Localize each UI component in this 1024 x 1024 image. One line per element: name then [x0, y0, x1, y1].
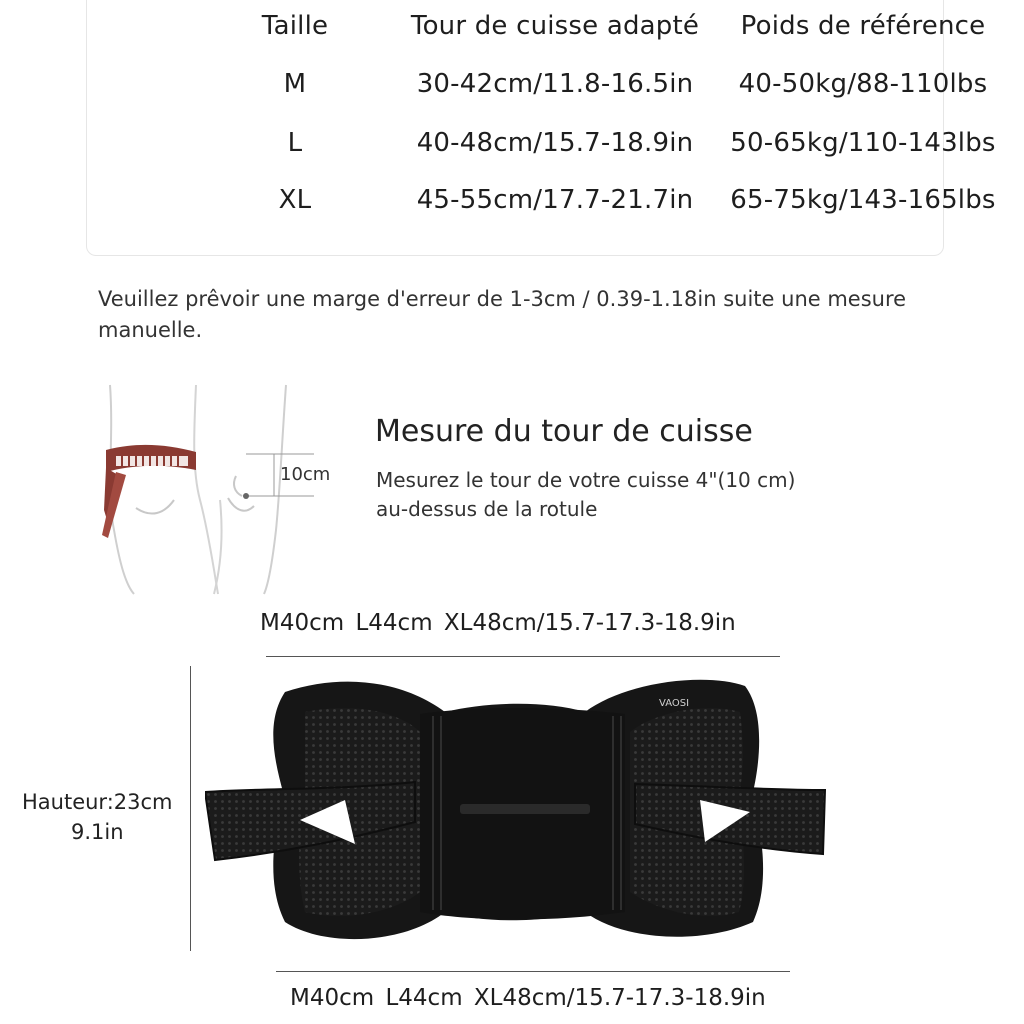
width-line-bottom: [276, 971, 790, 972]
height-label-in: 9.1in: [70, 820, 124, 844]
measure-title: Mesure du tour de cuisse: [375, 414, 753, 449]
thigh-header: Tour de cuisse adapté: [410, 11, 700, 41]
measure-description-line: au-dessus de la rotule: [376, 497, 598, 521]
table-cell-size: XL: [278, 185, 312, 215]
table-cell-thigh: 45-55cm/17.7-21.7in: [416, 185, 694, 215]
size-table: [86, 0, 996, 256]
table-cell-size: M: [283, 69, 307, 99]
size-header: Taille: [261, 11, 329, 41]
knee-brace-image: [205, 672, 830, 952]
table-cell-size: L: [287, 128, 303, 158]
thigh-measure-illustration: [96, 380, 356, 595]
table-cell-thigh: 30-42cm/11.8-16.5in: [416, 69, 694, 99]
table-cell-thigh: 40-48cm/15.7-18.9in: [416, 128, 694, 158]
height-label: [22, 787, 173, 847]
measure-description: [376, 466, 846, 524]
brand-logo: VAOSI: [659, 698, 690, 709]
width-dimension-bottom: M40cm L44cm XL48cm/15.7-17.3-18.9in: [290, 985, 766, 1011]
ten-cm-label: 10cm: [280, 464, 331, 485]
height-line: [190, 666, 191, 951]
measure-description-line: Mesurez le tour de votre cuisse 4"(10 cm): [376, 468, 796, 492]
table-cell-weight: 65-75kg/143-165lbs: [730, 185, 996, 215]
table-cell-weight: 40-50kg/88-110lbs: [738, 69, 988, 99]
width-dimension-top: M40cm L44cm XL48cm/15.7-17.3-18.9in: [260, 610, 736, 636]
measurement-error-note: Veuillez prêvoir une marge d'erreur de 1-3cm / 0.39-1.18in suite une mesure manuelle.: [98, 287, 907, 342]
height-label-cm: Hauteur:23cm: [22, 790, 173, 814]
table-cell-weight: 50-65kg/110-143lbs: [730, 128, 996, 158]
width-line-top: [266, 656, 780, 657]
weight-header: Poids de référence: [740, 11, 986, 41]
